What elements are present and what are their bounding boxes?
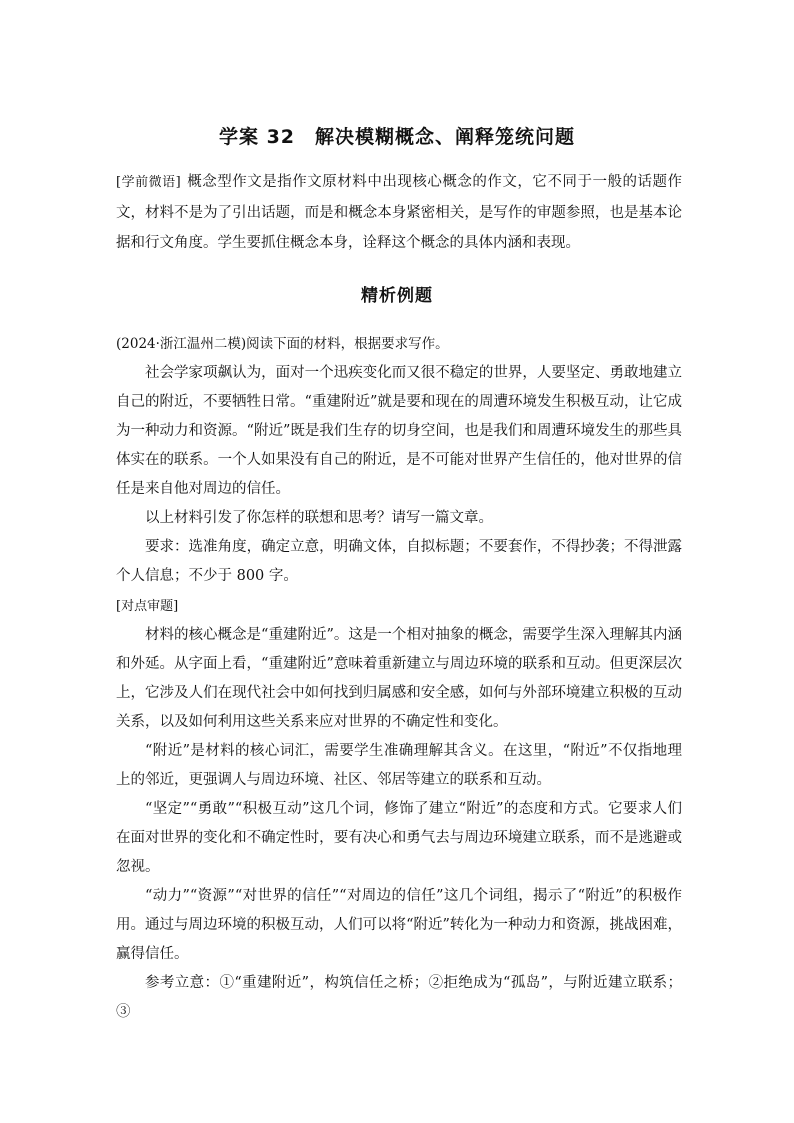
example-material: 社会学家项飙认为，面对一个迅疾变化而又很不稳定的世界，人要坚定、勇敢地建立自己的附近，不要牺牲日常。“重建附近”就是要和现在的周遭环境发生积极互动，让它成为一种动力和资源。“附近”既是我们生存的切身空间，也是我们和周遭环境发生的那些具体实在的联系。一个人如果没有自己的附近，是不可能对世界产生信任的，他对世界的信任是来自他对周边的信任。 [116,365,682,497]
lesson-topic: 解决模糊概念、阐释笼统问题 [315,126,576,148]
analysis-paragraph: “坚定”“勇敢”“积极互动”这几个词，修饰了建立“附近”的态度和方式。它要求人们在面对世界的变化和不确定性时，要有决心和勇气去与周边环境建立联系，而不是逃避或忽视。 [116,801,682,875]
section-title: 精析例题 [361,286,433,306]
intro-block [116,167,682,258]
example-source: (2024·浙江温州二模)阅读下面的材料，根据要求写作。 [116,336,449,352]
intro-tag: [学前微语] [116,175,181,190]
example-prompt: 以上材料引发了你怎样的联想和思考？请写一篇文章。 [145,510,493,526]
example-requirement: 要求：选准角度，确定立意，明确文体，自拟标题；不要套作，不得抄袭；不得泄露个人信息；不少于 800 字。 [116,539,682,584]
analysis-header: [对点审题] [116,599,179,614]
analysis-paragraph: “附近”是材料的核心词汇，需要学生准确理解其含义。在这里，“附近”不仅指地理上的邻近，更强调人与周边环境、社区、邻居等建立的联系和互动。 [116,743,682,788]
analysis-paragraph: 参考立意：①“重建附近”，构筑信任之桥；②拒绝成为“孤岛”，与附近建立联系；③ [116,975,682,1020]
lesson-number: 学案 32 [218,126,296,148]
example-body [116,330,682,1027]
intro-text: 概念型作文是指作文原材料中出现核心概念的作文，它不同于一般的话题作文，材料不是为了引出话题，而是和概念本身紧密相关，是写作的审题参照，也是基本论据和行文角度。学生要抓住概念本身，诠释这个概念的具体内涵和表现。 [116,174,682,251]
analysis-paragraph: “动力”“资源”“对世界的信任”“对周边的信任”这几个词组，揭示了“附近”的积极作用。通过与周边环境的积极互动，人们可以将“附近”转化为一种动力和资源，挑战困难，赢得信任。 [116,888,682,962]
analysis-paragraph: 材料的核心概念是“重建附近”。这是一个相对抽象的概念，需要学生深入理解其内涵和外延。从字面上看，“重建附近”意味着重新建立与周边环境的联系和互动。但更深层次上，它涉及人们在现代社会中如何找到归属感和安全感，如何与外部环境建立积极的互动关系，以及如何利用这些关系来应对世界的不确定性和变化。 [116,627,682,730]
page-title [0,122,794,149]
